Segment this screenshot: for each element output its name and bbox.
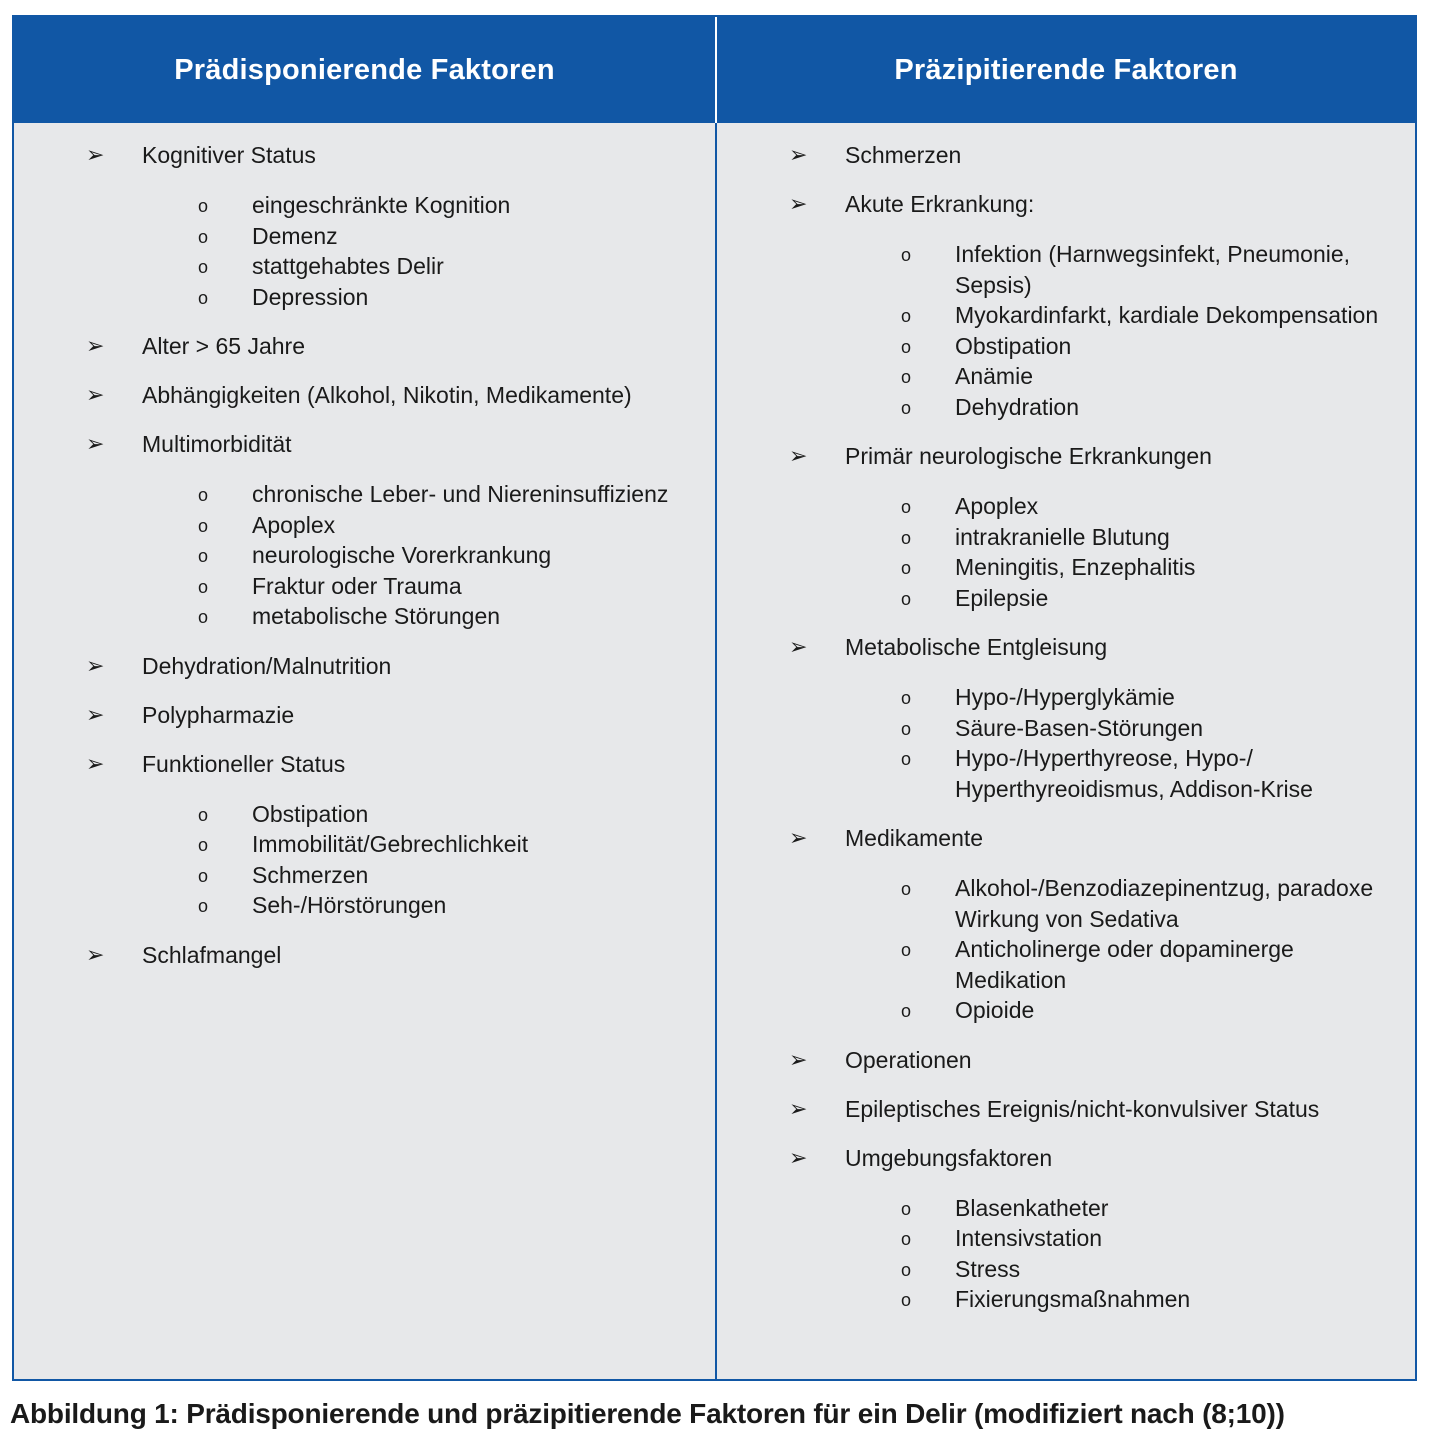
arrowhead-bullet-icon: ➢ — [789, 191, 808, 216]
sub-list-item — [142, 799, 682, 830]
arrowhead-bullet-icon: ➢ — [86, 941, 105, 967]
sub-list-item-label: Opioide — [955, 997, 1035, 1023]
sub-list-item-label: Obstipation — [955, 332, 1072, 359]
circle-bullet-icon: o — [901, 1001, 912, 1021]
circle-bullet-icon: o — [198, 804, 209, 825]
circle-bullet-icon: o — [901, 527, 912, 548]
sub-list-item-label: Epilepsie — [955, 584, 1049, 611]
predisposing-list — [14, 123, 715, 970]
sub-list-item — [845, 1193, 1380, 1224]
list-item-label: Funktioneller Status — [142, 750, 346, 777]
list-item-label: Schmerzen — [845, 142, 962, 168]
circle-bullet-icon: o — [198, 835, 209, 855]
list-item-label: Abhängigkeiten (Alkohol, Nikotin, Medikamente) — [142, 382, 632, 408]
sub-list-item-label: Apoplex — [252, 511, 336, 538]
list-item — [14, 940, 715, 970]
sub-list-item — [142, 479, 682, 510]
predisposing-column — [14, 17, 717, 1379]
arrowhead-bullet-icon: ➢ — [789, 142, 808, 167]
list-item — [717, 1094, 1415, 1124]
list-item — [14, 700, 715, 730]
circle-bullet-icon: o — [198, 257, 209, 277]
arrowhead-bullet-icon: ➢ — [789, 1095, 808, 1121]
sub-list-item — [142, 571, 682, 602]
sub-list-item — [142, 890, 682, 921]
sub-list — [142, 799, 715, 921]
arrowhead-bullet-icon: ➢ — [789, 443, 808, 468]
sub-list-item — [845, 522, 1380, 553]
list-item — [14, 140, 715, 312]
sub-list-item-label: Seh-/Hörstörungen — [252, 892, 447, 918]
list-item-label: Primär neurologische Erkrankungen — [845, 443, 1212, 469]
sub-list-item — [845, 873, 1380, 934]
sub-list-item-label: Säure-Basen-Störungen — [955, 714, 1204, 741]
sub-list-item — [142, 510, 682, 541]
list-item-label: Kognitiver Status — [142, 142, 316, 168]
circle-bullet-icon: o — [198, 515, 209, 536]
list-item-label: Operationen — [845, 1046, 972, 1073]
sub-list-item-label: Depression — [252, 283, 369, 310]
sub-list-item-label: Immobilität/Gebrechlichkeit — [252, 831, 529, 857]
precipitating-list — [717, 123, 1415, 1315]
sub-list-item — [845, 239, 1380, 300]
sub-list-item — [142, 860, 682, 891]
sub-list — [142, 190, 715, 312]
list-item-label: Dehydration/Malnutrition — [142, 652, 392, 679]
sub-list-item-label: Stress — [955, 1255, 1021, 1282]
list-item-label: Umgebungsfaktoren — [845, 1144, 1053, 1171]
sub-list-item — [142, 601, 682, 632]
circle-bullet-icon: o — [901, 1259, 912, 1280]
factors-table — [12, 15, 1417, 1381]
list-item — [717, 140, 1415, 170]
circle-bullet-icon: o — [198, 865, 209, 886]
sub-list-item-label: Hypo-/Hyperthyreose, Hypo-/ Hyperthyreoidismus, Addison-Krise — [955, 745, 1313, 802]
sub-list — [845, 1193, 1415, 1315]
list-item-label: Alter > 65 Jahre — [142, 333, 306, 359]
sub-list-item-label: Apoplex — [955, 493, 1039, 519]
circle-bullet-icon: o — [901, 336, 912, 357]
circle-bullet-icon: o — [901, 940, 912, 960]
circle-bullet-icon: o — [198, 607, 209, 627]
circle-bullet-icon: o — [901, 397, 912, 418]
sub-list-item-label: stattgehabtes Delir — [252, 253, 444, 279]
list-item — [717, 1045, 1415, 1075]
circle-bullet-icon: o — [901, 306, 912, 326]
sub-list-item — [845, 713, 1380, 744]
sub-list — [845, 491, 1415, 613]
sub-list-item — [845, 995, 1380, 1026]
sub-list-item — [142, 540, 682, 571]
sub-list-item — [845, 1284, 1380, 1315]
sub-list-item — [845, 491, 1380, 522]
sub-list-item — [142, 829, 682, 860]
sub-list-item-label: Myokardinfarkt, kardiale Dekompensation — [955, 302, 1379, 328]
list-item — [717, 632, 1415, 804]
sub-list-item — [845, 300, 1380, 331]
sub-list-item — [845, 682, 1380, 713]
list-item-label: Epileptisches Ereignis/nicht-konvulsiver Status — [845, 1095, 1320, 1122]
list-item-label: Akute Erkrankung: — [845, 191, 1035, 217]
sub-list-item — [142, 282, 682, 313]
circle-bullet-icon: o — [198, 485, 209, 505]
sub-list — [845, 239, 1415, 422]
list-item — [717, 189, 1415, 422]
circle-bullet-icon: o — [198, 896, 209, 916]
circle-bullet-icon: o — [901, 245, 912, 265]
arrowhead-bullet-icon: ➢ — [86, 142, 105, 167]
arrowhead-bullet-icon: ➢ — [789, 1144, 808, 1170]
precipitating-header: Präzipitierende Faktoren — [715, 17, 1415, 123]
arrowhead-bullet-icon: ➢ — [86, 333, 105, 358]
circle-bullet-icon: o — [901, 558, 912, 578]
list-item — [14, 380, 715, 410]
figure-caption: Abbildung 1: Prädisponierende und präzipitierende Faktoren für ein Delir (modifiziert nach (8;10)) — [10, 1398, 1285, 1429]
list-item — [14, 749, 715, 921]
sub-list-item-label: Infektion (Harnwegsinfekt, Pneumonie, Sepsis) — [955, 241, 1351, 298]
arrowhead-bullet-icon: ➢ — [86, 750, 105, 776]
sub-list-item-label: Meningitis, Enzephalitis — [955, 554, 1196, 580]
circle-bullet-icon: o — [901, 1229, 912, 1249]
list-item-label: Schlafmangel — [142, 941, 282, 968]
list-item — [717, 823, 1415, 1026]
sub-list-item-label: Intensivstation — [955, 1225, 1103, 1251]
sub-list-item-label: Alkohol-/Benzodiazepinentzug, paradoxe Wirkung von Sedativa — [955, 875, 1374, 932]
arrowhead-bullet-icon: ➢ — [86, 382, 105, 407]
sub-list-item-label: Blasenkatheter — [955, 1194, 1109, 1221]
list-item — [717, 441, 1415, 613]
sub-list — [845, 682, 1415, 804]
list-item-label: Medikamente — [845, 825, 984, 851]
sub-list-item-label: Dehydration — [955, 393, 1080, 420]
sub-list-item-label: Fraktur oder Trauma — [252, 572, 462, 599]
circle-bullet-icon: o — [901, 588, 912, 609]
arrowhead-bullet-icon: ➢ — [86, 652, 105, 678]
sub-list-item — [142, 221, 682, 252]
sub-list-item — [845, 743, 1380, 804]
list-item-label: Multimorbidität — [142, 431, 292, 457]
sub-list-item-label: Anticholinerge oder dopaminerge Medikation — [955, 936, 1294, 993]
circle-bullet-icon: o — [198, 576, 209, 597]
sub-list-item — [142, 190, 682, 221]
list-item — [14, 429, 715, 632]
sub-list-item-label: Hypo-/Hyperglykämie — [955, 684, 1175, 710]
sub-list-item-label: Schmerzen — [252, 861, 369, 888]
sub-list-item-label: chronische Leber- und Niereninsuffizienz — [252, 481, 669, 507]
sub-list-item — [845, 361, 1380, 392]
list-item-label: Metabolische Entgleisung — [845, 634, 1108, 660]
sub-list-item-label: metabolische Störungen — [252, 603, 501, 629]
list-item — [14, 331, 715, 361]
sub-list — [142, 479, 715, 632]
arrowhead-bullet-icon: ➢ — [789, 634, 808, 659]
precipitating-column — [717, 17, 1415, 1379]
list-item-label: Polypharmazie — [142, 701, 295, 728]
sub-list-item-label: Fixierungsmaßnahmen — [955, 1286, 1191, 1312]
circle-bullet-icon: o — [198, 546, 209, 566]
sub-list-item — [845, 552, 1380, 583]
sub-list-item — [845, 934, 1380, 995]
sub-list-item — [142, 251, 682, 282]
sub-list-item-label: Demenz — [252, 222, 338, 249]
circle-bullet-icon: o — [901, 1290, 912, 1310]
sub-list-item — [845, 331, 1380, 362]
sub-list-item-label: intrakranielle Blutung — [955, 523, 1170, 550]
circle-bullet-icon: o — [198, 226, 209, 247]
circle-bullet-icon: o — [901, 749, 912, 769]
sub-list — [845, 873, 1415, 1026]
circle-bullet-icon: o — [901, 718, 912, 739]
predisposing-header: Prädisponierende Faktoren — [14, 17, 715, 123]
list-item — [14, 651, 715, 681]
list-item — [717, 1143, 1415, 1315]
circle-bullet-icon: o — [901, 879, 912, 899]
circle-bullet-icon: o — [901, 367, 912, 387]
arrowhead-bullet-icon: ➢ — [86, 431, 105, 456]
sub-list-item-label: Obstipation — [252, 800, 369, 827]
sub-list-item-label: Anämie — [955, 363, 1033, 389]
sub-list-item-label: eingeschränkte Kognition — [252, 192, 511, 218]
arrowhead-bullet-icon: ➢ — [789, 825, 808, 850]
arrowhead-bullet-icon: ➢ — [86, 701, 105, 727]
circle-bullet-icon: o — [901, 1198, 912, 1219]
circle-bullet-icon: o — [901, 688, 912, 708]
circle-bullet-icon: o — [901, 497, 912, 517]
circle-bullet-icon: o — [198, 287, 209, 308]
sub-list-item — [845, 392, 1380, 423]
sub-list-item — [845, 583, 1380, 614]
sub-list-item — [845, 1223, 1380, 1254]
sub-list-item — [845, 1254, 1380, 1285]
circle-bullet-icon: o — [198, 196, 209, 216]
arrowhead-bullet-icon: ➢ — [789, 1046, 808, 1072]
sub-list-item-label: neurologische Vorerkrankung — [252, 542, 552, 568]
